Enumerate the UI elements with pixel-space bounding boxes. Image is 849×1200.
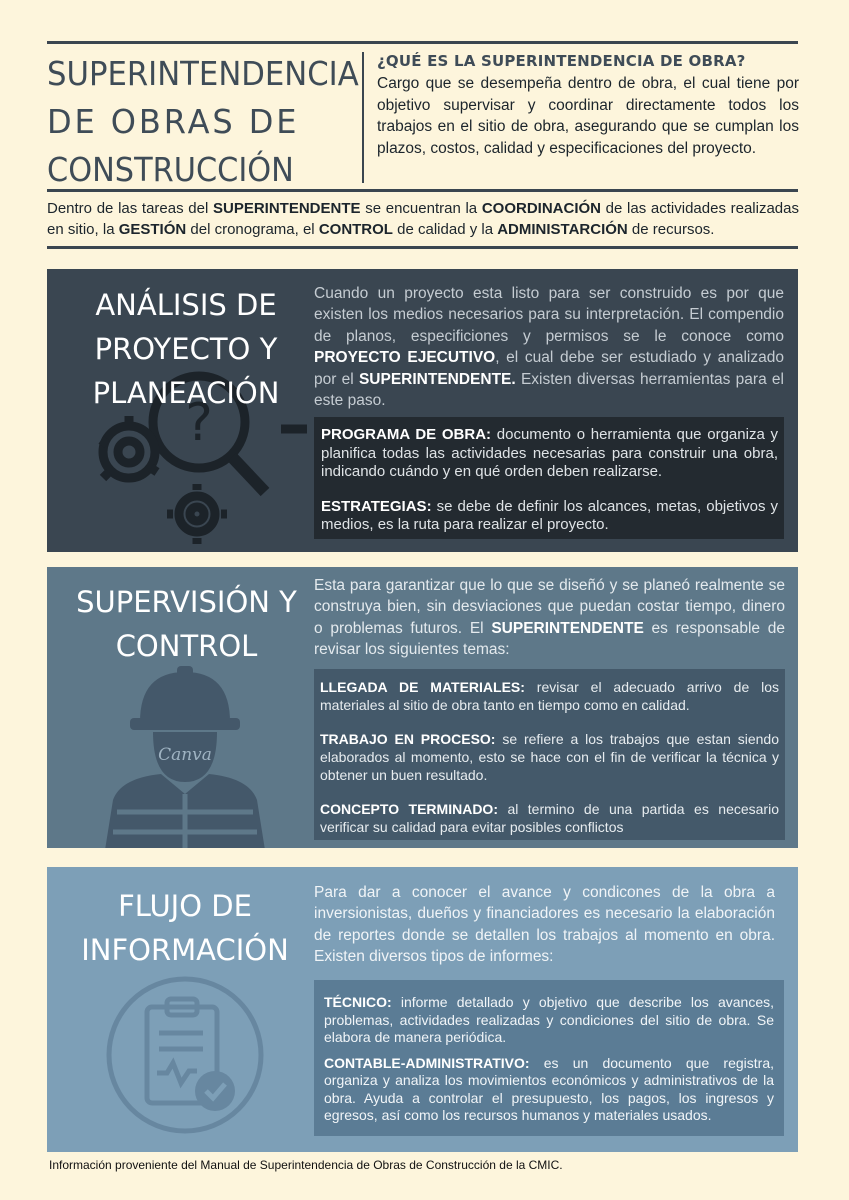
section-description: Esta para garantizar que lo que se diseñó y se planeó realmente se construya bien, sin desviaciones que puedan costar tiempo, dinero o problemas futuros. El SUPERINTENDENTE es responsable de revisar los siguientes temas: [314,577,785,659]
intro-definition: Cargo que se desempeña dentro de obra, el cual tiene por objetivo supervisar y coordinar directamente todos los trabajos en el sitio de obra, asegurando que se cumplan los plazos, costos, calidad y especificaciones del proyecto. [377,75,799,157]
list-item: TRABAJO EN PROCESO: se refiere a los trabajos que estan siendo elaborados al momento, esto se hace con el fin de verificar la técnica y obtener un buen resultado. [320,731,780,783]
reports-box [314,980,784,1136]
header-divider [362,52,364,183]
list-item: TÉCNICO: informe detallado y objetivo que describe los avances, problemas, actividades realizadas y condiciones del sitio de obra. Se elabora de manera periódica. [324,994,774,1045]
list-item: LLEGADA DE MATERIALES: revisar el adecuado arrivo de los materiales al sitio de obra tanto en tiempo como en calidad. [320,679,779,713]
list-item: PROGRAMA DE OBRA: documento o herramienta que organiza y planifica todas las actividades necesarias para construir una obra, indicando cuándo y en qué orden deben realizarse. [321,426,778,480]
list-item: CONTABLE-ADMINISTRATIVO: es un documento que registra, organiza y analiza los movimientos económicos y administrativos de la obra. Ayuda a controlar el presupuesto, los pagos, los ingresos y egresos, así como los recursos humanos y materiales usados. [324,1054,774,1123]
page-title [47,50,357,194]
summary-text: Dentro de las tareas del SUPERINTENDENTE se encuentran la COORDINACIÓN de las actividades realizadas en sitio, la GESTIÓN del cronograma, el CONTROL de calidad y la ADMINISTARCIÓN de recursos. [47,200,799,239]
section-title: ANÁLISIS DE PROYECTO Y PLANEACIÓN [92,288,280,410]
list-item: ESTRATEGIAS: se debe de definir los alcances, metas, objetivos y medios, es la ruta para realizar el proyecto. [321,497,778,533]
section-supervision-control [47,567,798,848]
construction-worker-icon [85,660,285,848]
source-footnote: Información proveniente del Manual de Superintendencia de Obras de Construcción de la CMIC. [49,1158,563,1172]
section-description: Para dar a conocer el avance y condicones de la obra a inversionistas, dueños y financiadores es necesario la elaboración de reportes donde se detallen los trabajos al momento en obra. Existen diversos tipos de informes: [314,884,775,966]
section-analysis-planning [47,269,798,552]
page-title-line: CONSTRUCCIÓN [47,150,294,189]
section-title: SUPERVISIÓN Y CONTROL [76,585,297,663]
watermark-text: Canva [158,745,212,765]
middle-rule [47,189,798,192]
clipboard-report-icon [105,975,265,1135]
section-title: FLUJO DE INFORMACIÓN [81,889,289,967]
topics-box [314,669,785,840]
intro-block [377,52,799,159]
list-item: CONCEPTO TERMINADO: al termino de una partida es necesario verificar su calidad para evitar posibles conflictos [320,801,779,835]
bottom-rule [47,246,798,249]
tools-box [314,417,784,539]
page-title-line: DE OBRAS DE [47,102,300,141]
section-description: Cuando un proyecto esta listo para ser construido es por que existen los medios necesarios para su interpretación. El compendio de planos, especificiones y permisos se le conoce como PROYECTO EJECUTIVO, el cual debe ser estudiado y analizado por el SUPERINTENDENTE. Existen diversas herramientas para el este paso. [314,285,784,410]
page-title-line: SUPERINTENDENCIA [47,54,359,93]
intro-question: ¿QUÉ ES LA SUPERINTENDENCIA DE OBRA? [377,52,746,70]
section-information-flow [47,867,798,1152]
svg-text:?: ? [185,393,213,453]
top-rule [47,41,798,44]
